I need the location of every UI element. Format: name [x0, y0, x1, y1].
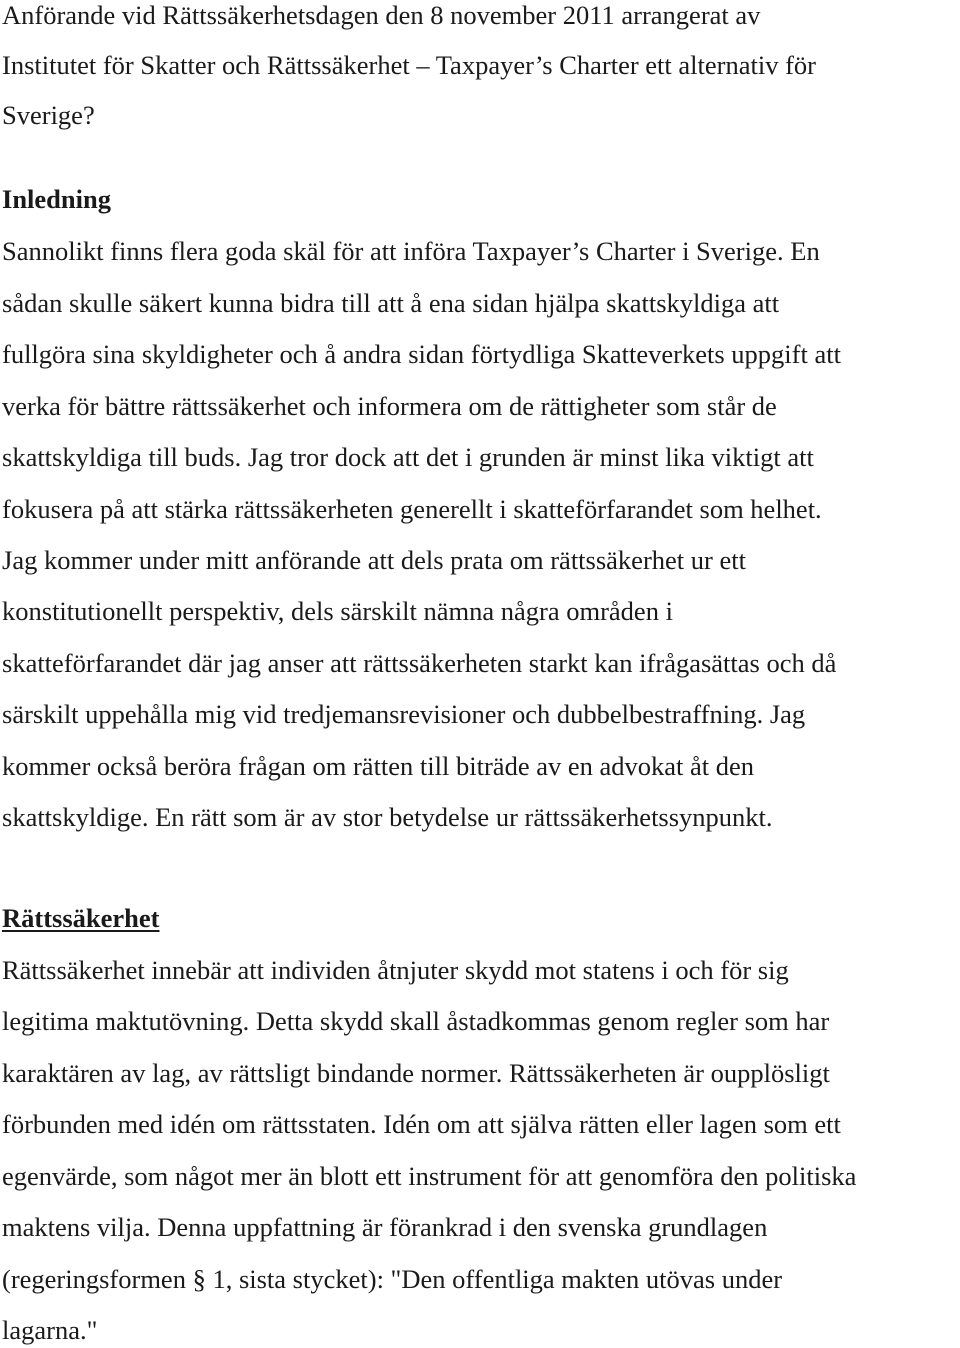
- body-line: konstitutionellt perspektiv, dels särskilt nämna några områden i: [2, 596, 673, 626]
- body-line: legitima maktutövning. Detta skydd skall åstadkommas genom regler som har: [2, 1006, 830, 1036]
- body-line: fokusera på att stärka rättssäkerheten generellt i skatteförfarandet som helhet.: [2, 494, 822, 524]
- body-line: kommer också beröra frågan om rätten till biträde av en advokat åt den: [2, 751, 755, 781]
- body-line: skattskyldiga till buds. Jag tror dock att det i grunden är minst lika viktigt att: [2, 442, 814, 472]
- body-line: särskilt uppehålla mig vid tredjemansrevisioner och dubbelbestraffning. Jag: [2, 699, 806, 729]
- body-line: Sannolikt finns flera goda skäl för att införa Taxpayer’s Charter i Sverige. En: [2, 236, 820, 266]
- intro-line: Sverige?: [2, 100, 95, 130]
- body-line: lagarna.": [2, 1315, 98, 1345]
- section-heading-inledning: Inledning: [2, 184, 112, 214]
- intro-line: Anförande vid Rättssäkerhetsdagen den 8 november 2011 arrangerat av: [2, 0, 761, 30]
- body-line: fullgöra sina skyldigheter och å andra sidan förtydliga Skatteverkets uppgift att: [2, 339, 841, 369]
- body-line: skattskyldige. En rätt som är av stor betydelse ur rättssäkerhetssynpunkt.: [2, 802, 773, 832]
- body-line: Rättssäkerhet innebär att individen åtnjuter skydd mot statens i och för sig: [2, 955, 789, 985]
- body-line: verka för bättre rättssäkerhet och informera om de rättigheter som står de: [2, 391, 777, 421]
- body-line: (regeringsformen § 1, sista stycket): "Den offentliga makten utövas under: [2, 1264, 783, 1294]
- body-line: egenvärde, som något mer än blott ett instrument för att genomföra den politiska: [2, 1161, 857, 1191]
- body-line: skatteförfarandet där jag anser att rättssäkerheten starkt kan ifrågasättas och då: [2, 648, 837, 678]
- intro-line: Institutet för Skatter och Rättssäkerhet – Taxpayer’s Charter ett alternativ för: [2, 50, 816, 80]
- body-line: sådan skulle säkert kunna bidra till att å ena sidan hjälpa skattskyldiga att: [2, 288, 780, 318]
- body-line: förbunden med idén om rättsstaten. Idén om att själva rätten eller lagen som ett: [2, 1109, 841, 1139]
- body-line: maktens vilja. Denna uppfattning är förankrad i den svenska grundlagen: [2, 1212, 768, 1242]
- body-line: karaktären av lag, av rättsligt bindande normer. Rättssäkerheten är oupplösligt: [2, 1058, 830, 1088]
- body-line: Jag kommer under mitt anförande att dels prata om rättssäkerhet ur ett: [2, 545, 746, 575]
- section-heading-rattssakerhet: Rättssäkerhet: [2, 903, 160, 933]
